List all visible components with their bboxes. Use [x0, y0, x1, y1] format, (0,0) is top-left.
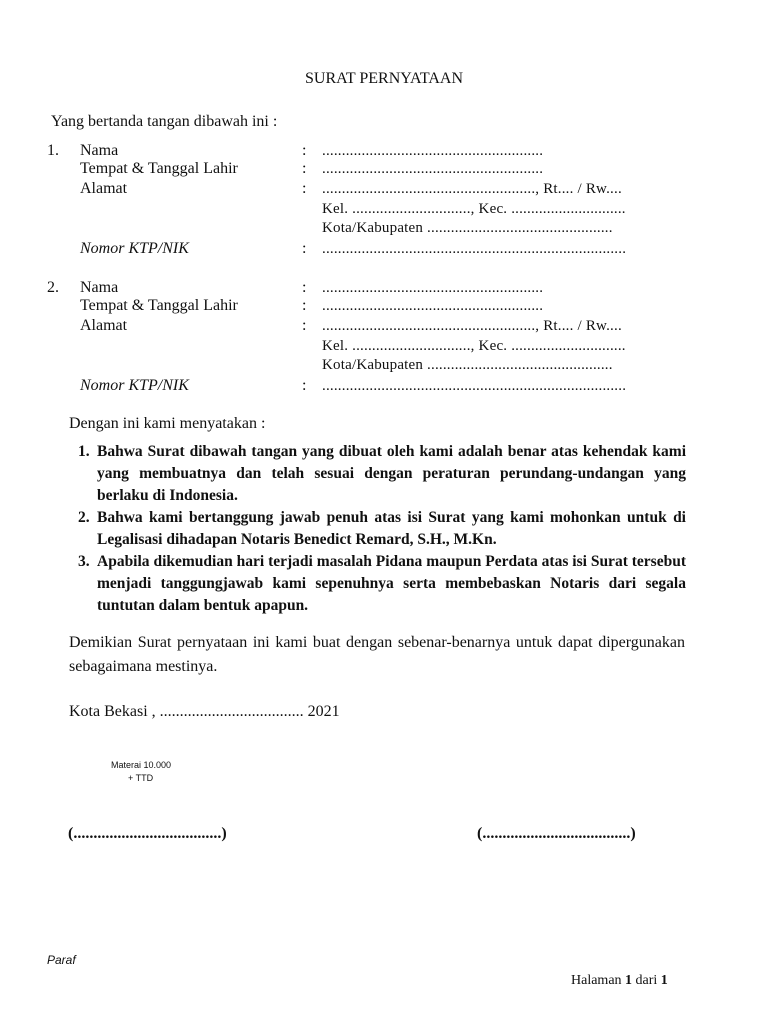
- materai-note: Materai 10.000: [111, 760, 172, 770]
- colon: :: [302, 377, 307, 394]
- nama-value: ........................................................: [322, 280, 544, 296]
- closing-paragraph: Demikian Surat pernyataan ini kami buat dengan sebenar-benarnya untuk dapat dipergunakan sebagaimana mestinya.: [69, 634, 685, 675]
- nama-label: Nama: [80, 279, 119, 296]
- declaration-item: [78, 441, 686, 507]
- party-number: 1.: [47, 142, 59, 159]
- kota-value: Kota/Kabupaten ...............................................: [322, 357, 613, 373]
- alamat-value: ......................................................, Rt.... / Rw....: [322, 318, 622, 334]
- ttl-value: ........................................................: [322, 161, 544, 177]
- declaration-item: [78, 507, 686, 551]
- page-middle: dari: [635, 973, 658, 988]
- alamat-label: Alamat: [80, 317, 128, 334]
- declaration-item: [78, 551, 686, 617]
- intro-text: Yang bertanda tangan dibawah ini :: [51, 113, 278, 130]
- alamat-value: ......................................................, Rt.... / Rw....: [322, 181, 622, 197]
- alamat-label: Alamat: [80, 180, 128, 197]
- nik-value: .............................................................................: [322, 241, 627, 257]
- declaration-list: [78, 441, 686, 617]
- declaration-number: 1.: [78, 443, 90, 460]
- colon: :: [302, 160, 307, 177]
- colon: :: [302, 180, 307, 197]
- nik-label: Nomor KTP/NIK: [80, 377, 189, 394]
- nama-label: Nama: [80, 142, 119, 159]
- signature-left: (.....................................): [68, 825, 227, 842]
- paraf-label: Paraf: [47, 953, 76, 967]
- ttd-note: + TTD: [128, 773, 154, 783]
- colon: :: [302, 142, 307, 159]
- kota-value: Kota/Kabupaten ...............................................: [322, 220, 613, 236]
- colon: :: [302, 240, 307, 257]
- ttl-label: Tempat & Tanggal Lahir: [80, 160, 238, 177]
- page-prefix: Halaman: [571, 973, 622, 988]
- ttl-value: ........................................................: [322, 298, 544, 314]
- colon: :: [302, 279, 307, 296]
- page-current: 1: [625, 973, 633, 988]
- page-total: 1: [660, 973, 668, 988]
- statement-intro: Dengan ini kami menyatakan :: [69, 415, 266, 432]
- ttl-label: Tempat & Tanggal Lahir: [80, 297, 238, 314]
- page-number: [571, 973, 668, 989]
- nik-label: Nomor KTP/NIK: [80, 240, 189, 257]
- place-date: Kota Bekasi , .................................... 2021: [69, 703, 340, 720]
- signature-right: (.....................................): [477, 825, 636, 842]
- kel-kec-value: Kel. .............................., Kec. .............................: [322, 201, 626, 217]
- kel-kec-value: Kel. .............................., Kec. .............................: [322, 338, 626, 354]
- declaration-text: Apabila dikemudian hari terjadi masalah Pidana maupun Perdata atas isi Surat tersebut menjadi tanggungjawab kami sepenuhnya serta membebaskan Notaris dari segala tuntutan dalam bentuk apapun.: [97, 553, 686, 614]
- declaration-text: Bahwa Surat dibawah tangan yang dibuat oleh kami adalah benar atas kehendak kami yang membuatnya dan telah sesuai dengan peraturan perundang-undangan yang berlaku di Indonesia.: [97, 443, 686, 504]
- party-number: 2.: [47, 279, 59, 296]
- declaration-number: 2.: [78, 509, 90, 526]
- document-title: SURAT PERNYATAAN: [304, 70, 463, 87]
- colon: :: [302, 297, 307, 314]
- nik-value: .............................................................................: [322, 378, 627, 394]
- declaration-number: 3.: [78, 553, 90, 570]
- declaration-text: Bahwa kami bertanggung jawab penuh atas isi Surat yang kami mohonkan untuk di Legalisasi dihadapan Notaris Benedict Remard, S.H., M.Kn.: [97, 509, 686, 548]
- nama-value: ........................................................: [322, 143, 544, 159]
- colon: :: [302, 317, 307, 334]
